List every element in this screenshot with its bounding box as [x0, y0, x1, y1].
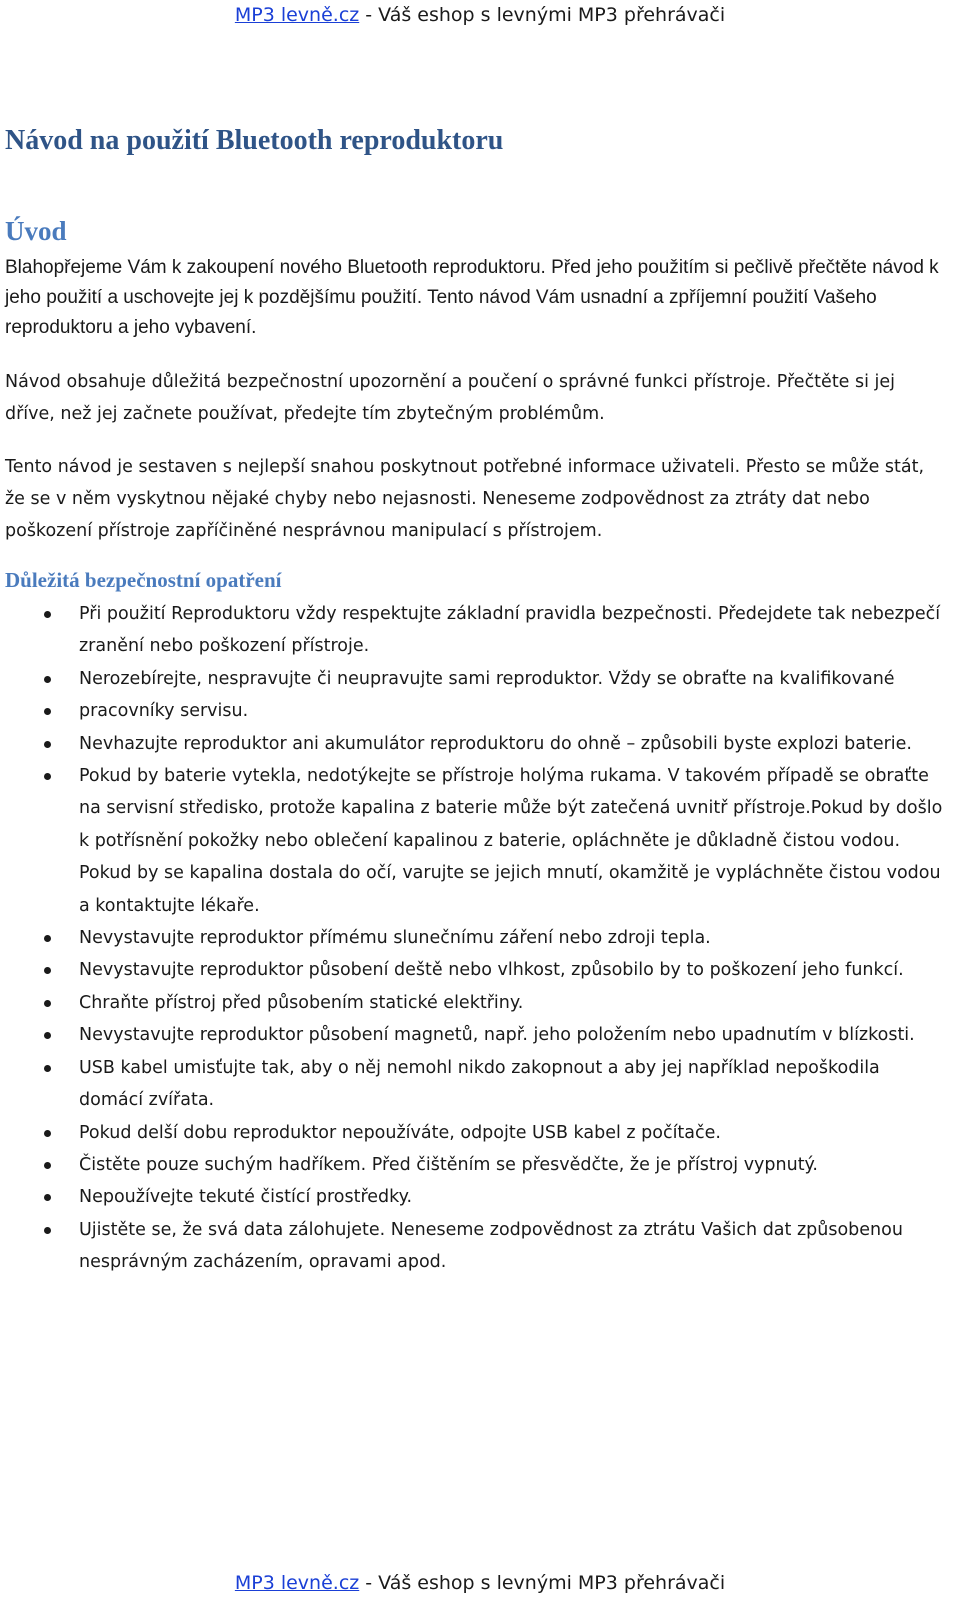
- header-tagline: - Váš eshop s levnými MP3 přehrávači: [359, 4, 726, 26]
- list-item-text: Nerozebírejte, nespravujte či neupravujte sami reproduktor. Vždy se obraťte na kvalifikované pracovníky servisu.: [79, 668, 895, 722]
- list-item-text: Ujistěte se, že svá data zálohujete. Neneseme zodpovědnost za ztrátu Vašich dat způsobenou nesprávným zacházením, opravami apod.: [79, 1219, 903, 1273]
- list-item: [0, 987, 945, 1019]
- list-item: [0, 1052, 945, 1117]
- list-item-text: Nevystavujte reproduktor působení magnetů, např. jeho položením nebo upadnutím v blízkosti.: [79, 1025, 915, 1046]
- list-item: [0, 1214, 945, 1279]
- bullet-icon: [44, 773, 51, 780]
- list-item: [0, 663, 945, 728]
- footer-tagline: - Váš eshop s levnými MP3 přehrávači: [359, 1572, 726, 1594]
- intro-heading: Úvod: [5, 216, 67, 246]
- list-item-text: Pokud delší dobu reproduktor nepoužíváte, odpojte USB kabel z počítače.: [79, 1122, 721, 1143]
- safety-notice-paragraph: Návod obsahuje důležitá bezpečnostní upozornění a poučení o správné funkci přístroje. Přečtěte si jej dříve, než jej začnete používat, předejte tím zbytečným problémům.: [5, 372, 896, 424]
- bullet-icon: [44, 708, 51, 715]
- list-item: [0, 760, 945, 922]
- bullet-icon: [44, 1000, 51, 1007]
- safety-list: [0, 598, 945, 1279]
- bullet-icon: [44, 1065, 51, 1072]
- intro-paragraph: Blahopřejeme Vám k zakoupení nového Bluetooth reproduktoru. Před jeho použitím si pečlivě přečtěte návod k jeho použití a uschovejte jej k pozdějšímu použití. Tento návod Vám usnadní a zpříjemní použití Vašeho reproduktoru a jeho vybavení.: [5, 257, 939, 338]
- bullet-icon: [44, 1162, 51, 1169]
- list-item-text: Chraňte přístroj před působením statické elektřiny.: [79, 992, 524, 1013]
- list-item-text: Čistěte pouze suchým hadříkem. Před čištěním se přesvědčte, že je přístroj vypnutý.: [79, 1154, 818, 1175]
- bullet-icon: [44, 1130, 51, 1137]
- list-item-text: Nevystavujte reproduktor přímému slunečnímu záření nebo zdroji tepla.: [79, 928, 711, 949]
- bullet-icon: [44, 741, 51, 748]
- document-title: Návod na použití Bluetooth reproduktoru: [5, 125, 504, 156]
- bullet-icon: [44, 967, 51, 974]
- list-item: [0, 1181, 945, 1213]
- bullet-icon: [44, 1032, 51, 1039]
- footer-shop-link[interactable]: MP3 levně.cz: [234, 1572, 360, 1594]
- header-shop-link[interactable]: MP3 levně.cz: [234, 4, 360, 26]
- list-item-text: USB kabel umisťujte tak, aby o něj nemohl nikdo zakopnout a aby jej například nepoškodila domácí zvířata.: [79, 1057, 880, 1111]
- bullet-icon: [44, 1227, 51, 1234]
- list-item-text: Nevhazujte reproduktor ani akumulátor reproduktoru do ohně – způsobili byste explozi baterie.: [79, 733, 912, 754]
- bullet-icon: [44, 611, 51, 618]
- list-item: [0, 1019, 945, 1051]
- bullet-icon: [44, 1194, 51, 1201]
- safety-heading: Důležitá bezpečnostní opatření: [5, 568, 282, 592]
- disclaimer-paragraph: Tento návod je sestaven s nejlepší snahou poskytnout potřebné informace uživateli. Přesto se může stát, že se v něm vyskytnou nějaké chyby nebo nejasnosti. Neneseme zodpovědnost za ztráty dat nebo poškození přístroje zapříčiněné nesprávnou manipulací s přístrojem.: [5, 457, 925, 541]
- bullet-icon: [44, 935, 51, 942]
- list-item-text: Nepoužívejte tekuté čistící prostředky.: [79, 1187, 413, 1208]
- bullet-icon: [44, 676, 51, 683]
- list-item: [0, 598, 945, 663]
- list-item-text: Pokud by baterie vytekla, nedotýkejte se přístroje holýma rukama. V takovém případě se obraťte na servisní středisko, protože kapalina z baterie může být zatečená uvnitř přístroje.Pokud by došlo k potřísnění pokožky nebo oblečení kapalinou z baterie, opláchněte je důkladně čistou vodou. Pokud by se kapalina dostala do očí, varujte se jejich mnutí, okamžitě je vypláchněte čistou vodou a kontaktujte lékaře.: [79, 766, 943, 916]
- list-item: [0, 954, 945, 986]
- list-item-text: Nevystavujte reproduktor působení deště nebo vlhkost, způsobilo by to poškození jeho funkcí.: [79, 960, 904, 981]
- list-item-text: Při použití Reproduktoru vždy respektujte základní pravidla bezpečnosti. Předejdete tak nebezpečí zranění nebo poškození přístroje.: [79, 604, 941, 657]
- list-item: [0, 922, 945, 954]
- page-header: [0, 4, 960, 26]
- page-footer: [0, 1572, 960, 1594]
- list-item: [0, 1149, 945, 1181]
- list-item: [0, 1117, 945, 1149]
- list-item: [0, 728, 945, 760]
